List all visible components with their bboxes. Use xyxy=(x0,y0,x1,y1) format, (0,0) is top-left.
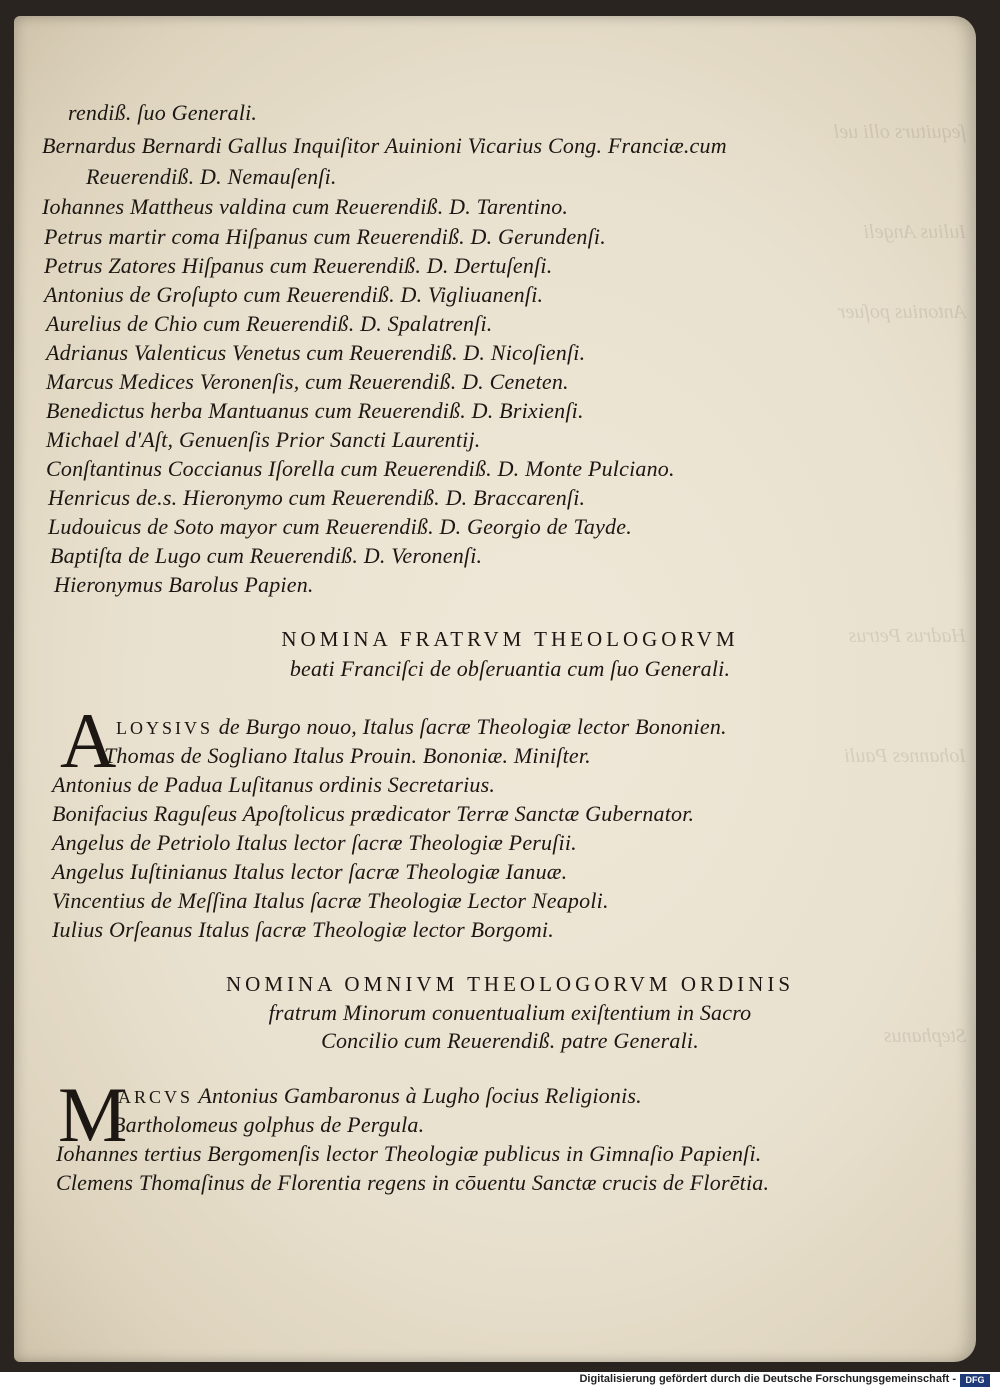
text-line: Clemens Thomaſinus de Florentia regens in cōuentu Sanctæ crucis de Florētia. xyxy=(56,1170,770,1195)
text-line: rendiß. ſuo Generali. xyxy=(68,100,258,125)
bleed-line: Iohannes Pauli xyxy=(844,745,966,767)
footer-bar xyxy=(0,1372,1000,1390)
bleed-line: Hadrus Petrus xyxy=(848,625,966,647)
text-fragment: de Burgo nouo, Italus ſacræ Theologiæ lector Bononien. xyxy=(218,714,727,739)
text-line: Petrus martir coma Hiſpanus cum Reuerendiß. D. Gerundenſi. xyxy=(44,224,606,249)
text-line: Hieronymus Barolus Papien. xyxy=(54,572,314,597)
small-caps-word: ARCVS xyxy=(118,1087,194,1107)
text-line xyxy=(116,714,727,741)
text-line: Reuerendiß. D. Nemauſenſi. xyxy=(86,164,337,189)
small-caps-word: LOYSIVS xyxy=(116,718,214,738)
text-fragment: Antonius Gambaronus à Lugho ſocius Religionis. xyxy=(198,1083,642,1108)
dfg-logo: DFG xyxy=(960,1374,990,1387)
text-line: Bernardus Bernardi Gallus Inquiſitor Auinioni Vicarius Cong. Franciæ.cum xyxy=(42,133,727,158)
text-line: Aurelius de Chio cum Reuerendiß. D. Spalatrenſi. xyxy=(46,311,493,336)
section-subheading: beati Franciſci de obſeruantia cum ſuo Generali. xyxy=(289,656,731,681)
text-line: Benedictus herba Mantuanus cum Reuerendiß. D. Brixienſi. xyxy=(46,398,584,423)
text-line: Iulius Orſeanus Italus ſacræ Theologiæ lector Borgomi. xyxy=(52,917,554,942)
text-line: Vincentius de Meſſina Italus ſacræ Theologiæ Lector Neapoli. xyxy=(52,888,609,913)
text-line: Thomas de Sogliano Italus Prouin. Bononiæ. Miniſter. xyxy=(104,743,591,768)
text-line: Conſtantinus Coccianus Iſorella cum Reuerendiß. D. Monte Pulciano. xyxy=(46,456,675,481)
text-line: Michael d'Aſt, Genuenſis Prior Sancti Laurentij. xyxy=(46,427,481,452)
section-heading: NOMINA OMNIVM THEOLOGORVM ORDINIS xyxy=(225,972,795,996)
text-line: Antonius de Groſupto cum Reuerendiß. D. Vigliuanenſi. xyxy=(44,282,544,307)
text-line xyxy=(118,1083,642,1110)
bleed-line: ſequiturs olli uel xyxy=(833,121,966,143)
text-line: Iohannes tertius Bergomenſis lector Theologiæ publicus in Gimnaſio Papienſi. xyxy=(56,1141,762,1166)
bleed-line: Stephanus xyxy=(883,1025,966,1047)
section-subheading: fratrum Minorum conuentualium exiſtentium in Sacro xyxy=(268,1000,752,1025)
text-line: Marcus Medices Veronenſis, cum Reuerendiß. D. Ceneten. xyxy=(46,369,569,394)
section-heading: NOMINA FRATRVM THEOLOGORVM xyxy=(281,627,739,651)
text-line: Angelus de Petriolo Italus lector ſacræ Theologiæ Peruſii. xyxy=(52,830,577,855)
bleed-line: Iulius Angeli xyxy=(863,221,966,243)
drop-initial: M xyxy=(58,1071,128,1158)
text-line: Antonius de Padua Luſitanus ordinis Secretarius. xyxy=(52,772,496,797)
text-line: Angelus Iuſtinianus Italus lector ſacræ Theologiæ Ianuæ. xyxy=(52,859,568,884)
text-line: Adrianus Valenticus Venetus cum Reuerendiß. D. Nicoſienſi. xyxy=(46,340,586,365)
funding-note: Digitalisierung gefördert durch die Deutsche Forschungsgemeinschaft - xyxy=(579,1373,956,1385)
drop-initial: A xyxy=(60,697,117,784)
text-line: Ludouicus de Soto mayor cum Reuerendiß. D. Georgio de Tayde. xyxy=(48,514,632,539)
text-line: Iohannes Mattheus valdina cum Reuerendiß. D. Tarentino. xyxy=(42,194,569,219)
text-line: Petrus Zatores Hiſpanus cum Reuerendiß. D. Dertuſenſi. xyxy=(44,253,553,278)
bleed-line: Antonius poſuer xyxy=(837,301,966,323)
text-line: Bonifacius Raguſeus Apoſtolicus prædicator Terræ Sanctæ Gubernator. xyxy=(52,801,695,826)
text-line: Baptiſta de Lugo cum Reuerendiß. D. Veronenſi. xyxy=(50,543,483,568)
text-line: Henricus de.s. Hieronymo cum Reuerendiß. D. Braccarenſi. xyxy=(48,485,586,510)
text-line: Bartholomeus golphus de Pergula. xyxy=(112,1112,425,1137)
section-subheading: Concilio cum Reuerendiß. patre Generali. xyxy=(321,1028,699,1053)
